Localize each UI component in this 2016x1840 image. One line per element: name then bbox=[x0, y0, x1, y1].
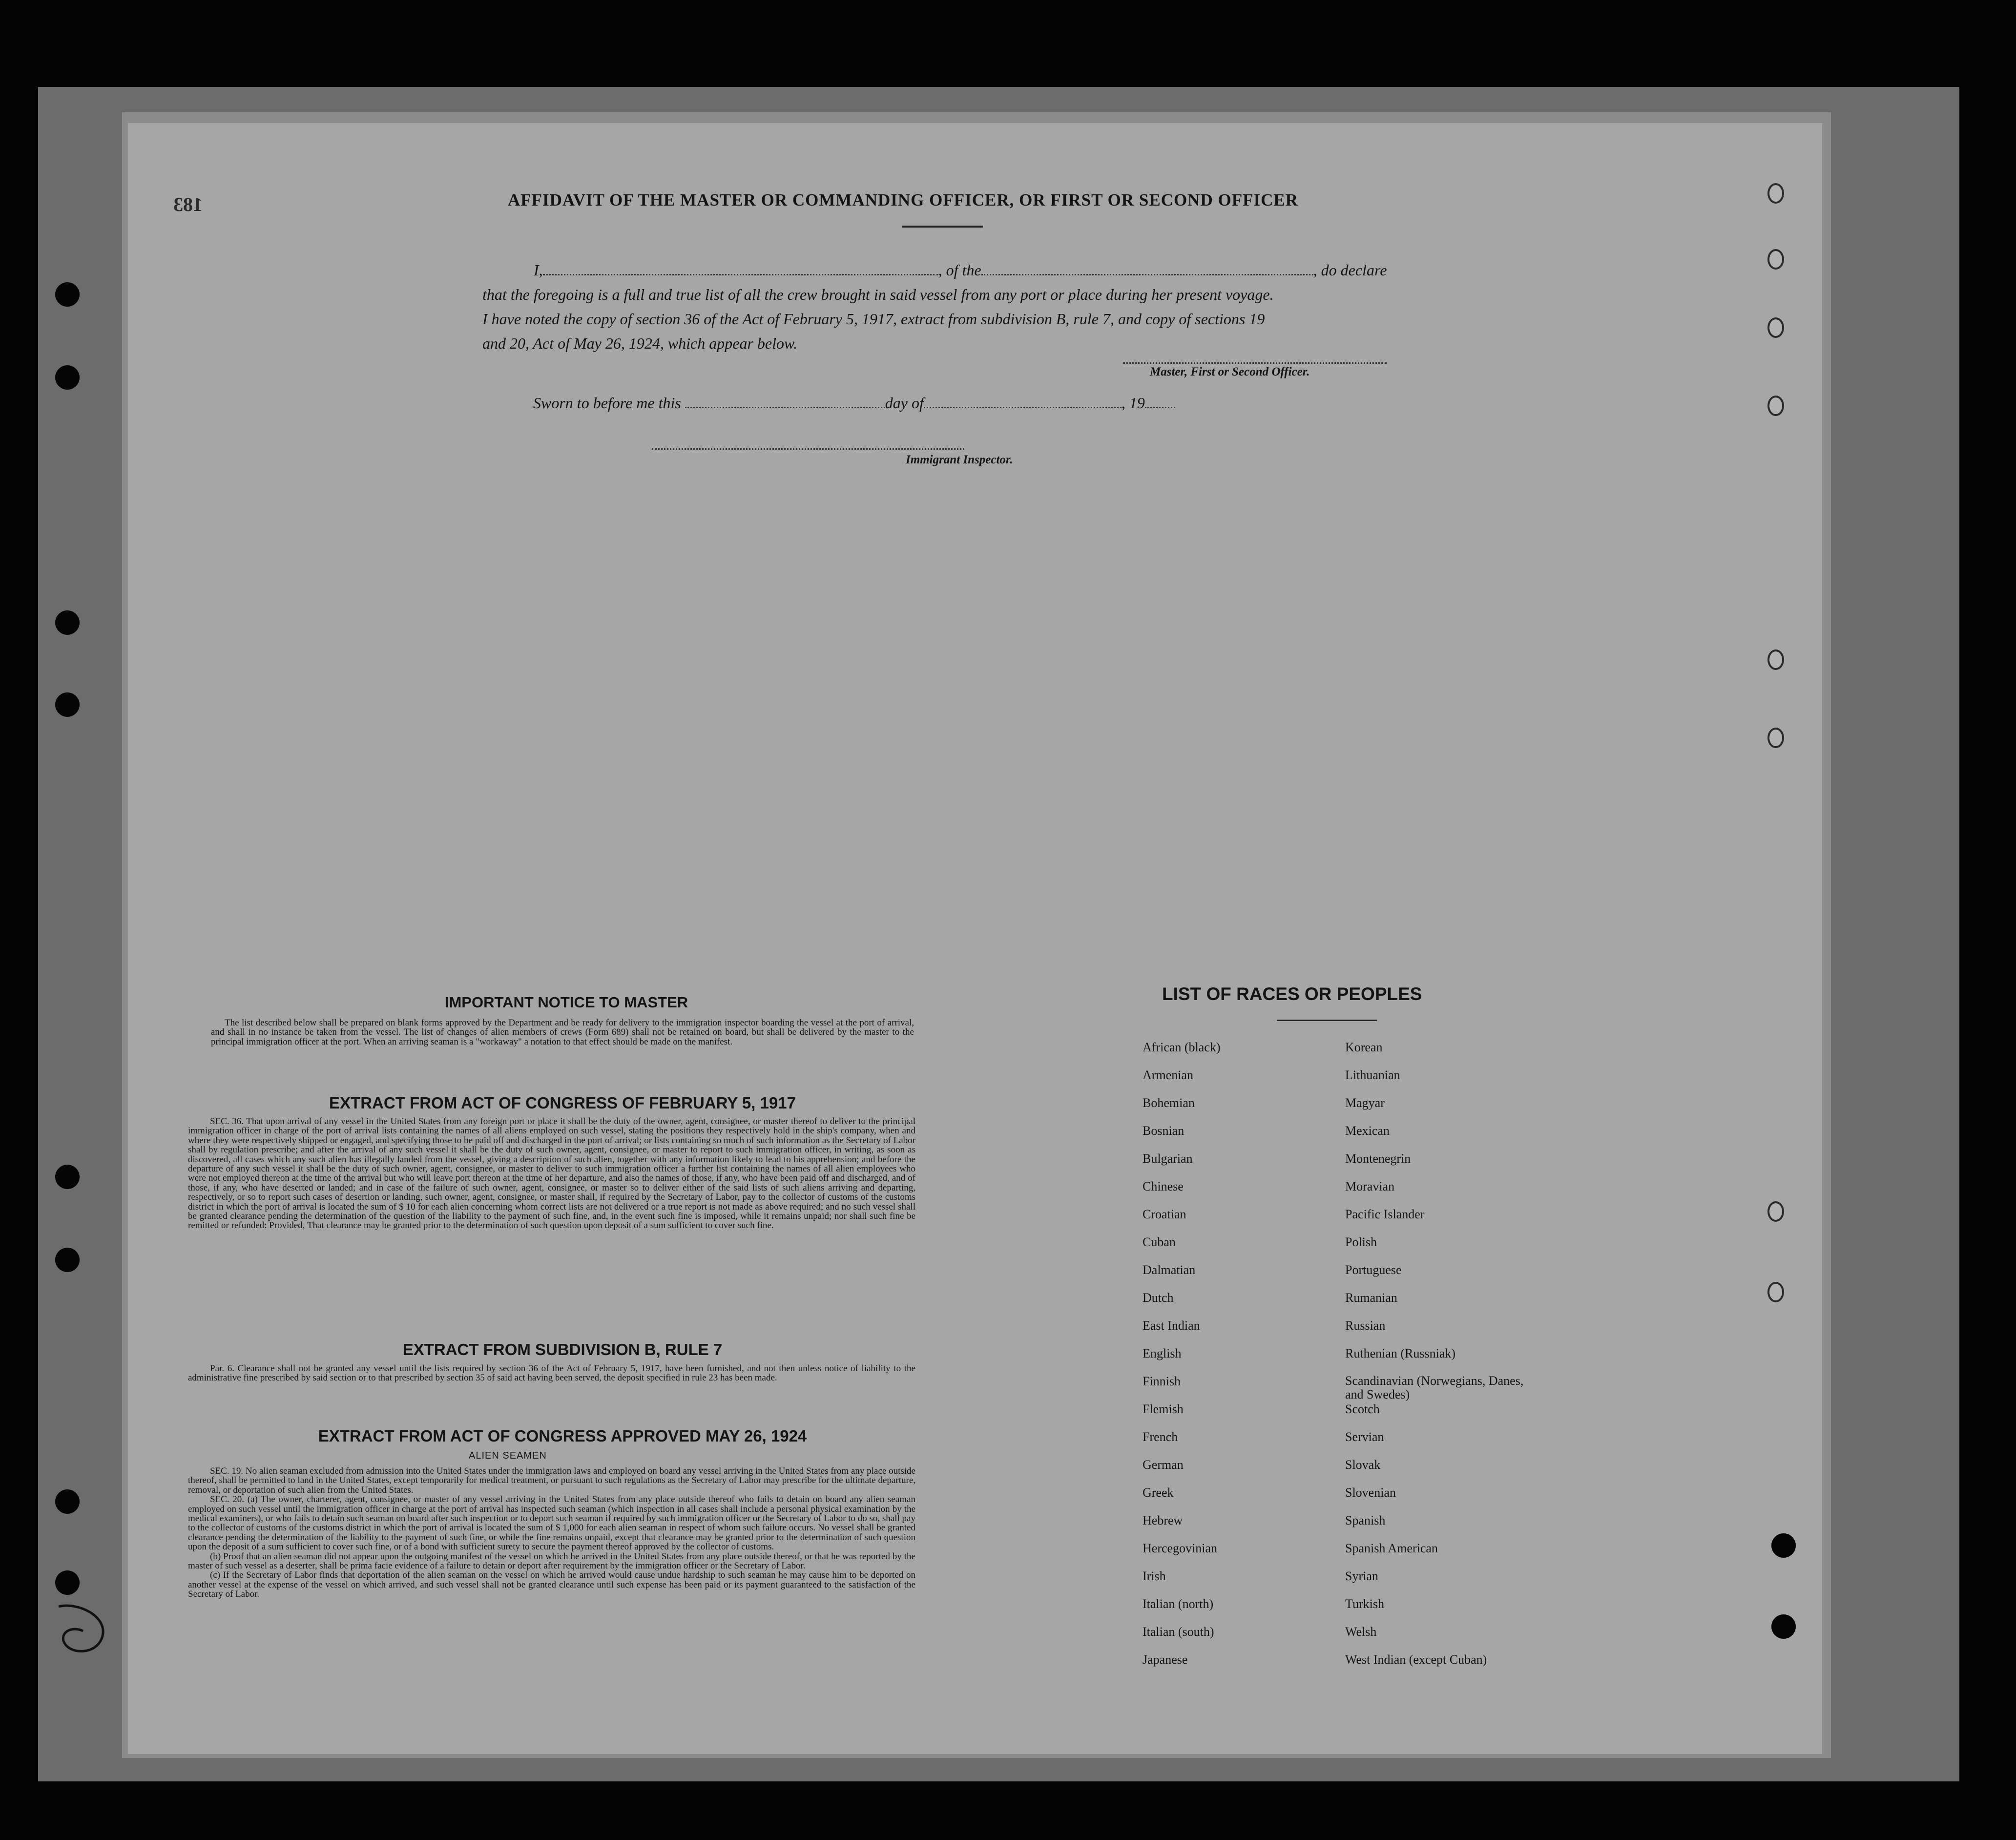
race-item: Flemish bbox=[1143, 1402, 1184, 1416]
race-item: Pacific Islander bbox=[1345, 1207, 1425, 1221]
reinforced-hole bbox=[1767, 1201, 1784, 1222]
race-item: Armenian bbox=[1143, 1068, 1193, 1082]
binder-hole bbox=[55, 610, 80, 635]
notice-text: The list described below shall be prepared on blank forms approved by the Department and be ready for delivery to the immigration inspector boarding the vessel at the port of arrival, and shall in no instance be taken from the vessel. The list of changes of alien members of crews (Form 689) shall not be retained on board, but shall be delivered by the master to the principal immigration officer at the port. When an arriving seaman is a "workaway" a notation to that effect should be made on the manifest. bbox=[211, 1018, 914, 1047]
race-item: Turkish bbox=[1345, 1597, 1384, 1611]
affidavit-declaration bbox=[482, 258, 1425, 355]
page-number: 183 bbox=[173, 193, 203, 215]
race-item: Italian (south) bbox=[1143, 1625, 1214, 1639]
sworn-line bbox=[533, 391, 1175, 415]
race-item: Spanish American bbox=[1345, 1541, 1438, 1555]
race-item: Dalmatian bbox=[1143, 1263, 1196, 1277]
race-item: French bbox=[1143, 1430, 1178, 1444]
notice-title: IMPORTANT NOTICE TO MASTER bbox=[444, 994, 688, 1011]
sec-20b-text: (b) Proof that an alien seaman did not appear upon the outgoing manifest of the vessel on which he arrived in the United States from any place outside thereof, or that he was reported by the master of such vessel as a deserter, shall be prima facie evidence of a failure to detain or deport after requirement by the immigration officer or the Secretary of Labor. bbox=[188, 1551, 915, 1571]
race-item: Finnish bbox=[1143, 1374, 1181, 1388]
sec-19-text: SEC. 19. No alien seaman excluded from admission into the United States under the immigration laws and employed on board any vessel arriving in the United States from any place outside thereof, shall be permitted to land in the United States, except temporarily for medical treatment, or pursuant to such regulations as the Secretary of Labor may prescribe for the ultimate departure, removal, or deportation of such alien from the United States. bbox=[188, 1466, 915, 1495]
extract-rule7-title: EXTRACT FROM SUBDIVISION B, RULE 7 bbox=[402, 1340, 723, 1359]
race-item: Servian bbox=[1345, 1430, 1384, 1444]
race-item: Slovak bbox=[1345, 1458, 1381, 1472]
race-item: Hercegovinian bbox=[1143, 1541, 1218, 1555]
extract-1917-text: SEC. 36. That upon arrival of any vessel in the United States from any foreign port or place it shall be the duty of the owner, agent, consignee, or master thereof to deliver to the principal immigration officer in charge of the port of arrival lists containing the names of all aliens employed on such vessel, stating the positions they respectively hold in the ship's company, when and where they were respectively shipped or engaged, and specifying those to be paid off and discharged in the port of arrival; or lists containing so much of such information as the Secretary of Labor shall by regulation prescribe; and after the arrival of any such vessel it shall be the duty of such owner, agent, consignee, or master to report to such immigration officer, in writing, as soon as discovered, all cases which any such alien has illegally landed from the vessel, giving a description of such alien, together with any information likely to lead to his apprehension; and before the departure of any such vessel it shall be the duty of such owner, agent, consignee, or master to deliver to such immigration officer a further list containing the names of all alien employees who were not employed thereon at the time of the arrival but who will leave port thereon at the time of her departure, and also the names of those, if any, who have been paid off and discharged, and of those, if any, who have deserted or landed; and in case of the failure of such owner, agent, consignee, or master so to deliver either of the said lists of such aliens arriving and departing, respectively, or so to report such cases of desertion or landing, such owner, agent, consignee, or master shall, if required by the Secretary of Labor, pay to the collector of customs of the customs district in which the port of arrival is located the sum of $ 10 for each alien concerning whom correct lists are not delivered or a true report is not made as above required; and no such vessel shall be granted clearance pending the determination of the question of the liability to the payment of such fine, and, in the event such fine is imposed, while it remains unpaid; nor shall such fine be remitted or refunded: Provided, That clearance may be granted prior to the determination of such question upon deposit of a sum sufficient to cover such fine. bbox=[188, 1116, 915, 1231]
sworn-year-blank[interactable] bbox=[1145, 394, 1175, 408]
binder-hole bbox=[55, 282, 80, 307]
declaration-line-1 bbox=[482, 258, 1425, 282]
binder-hole bbox=[1771, 1614, 1796, 1639]
race-item: Syrian bbox=[1345, 1569, 1378, 1583]
reinforced-hole bbox=[1767, 249, 1784, 270]
race-item: Portuguese bbox=[1345, 1263, 1402, 1277]
master-caption: Master, First or Second Officer. bbox=[1150, 365, 1310, 378]
extract-rule7-text: Par. 6. Clearance shall not be granted any vessel until the lists required by section 36 of the Act of February 5, 1917, have been furnished, and not then unless notice of liability to the administrative fine prescribed by said section or to that prescribed by section 35 of said act having been served, the deposit specified in rule 23 has been made. bbox=[188, 1363, 915, 1383]
race-item: German bbox=[1143, 1458, 1184, 1472]
inspector-signature-line[interactable] bbox=[652, 448, 964, 450]
sec-20a-text: SEC. 20. (a) The owner, charterer, agent, consignee, or master of any vessel arriving in the United States from any place outside thereof who fails to detain on board any alien seaman employed on such vessel until the immigration officer in charge at the port of arrival has inspected such seaman (which inspection in all cases shall include a personal physical examination by the medical examiners), or who fails to detain such seaman on board after such inspection or to deport such seaman if required by such immigration officer or the Secretary of Labor to do so, shall pay to the collector of customs of the customs district in which the port of arrival is located the sum of $ 1,000 for each alien seaman in respect of whom such failure occurs. No vessel shall be granted clearance pending the determination of the liability to the payment of such fine, or while the fine remains unpaid, except that clearance may be granted prior to the determination of such question upon the deposit of a sum sufficient to cover such fine, or of a bond with sufficient surety to secure the payment thereof approved by the collector of customs. bbox=[188, 1494, 915, 1552]
race-item: Korean bbox=[1345, 1040, 1383, 1054]
reinforced-hole bbox=[1767, 649, 1784, 670]
binder-hole bbox=[55, 1248, 80, 1272]
reinforced-hole bbox=[1767, 728, 1784, 748]
vessel-blank[interactable] bbox=[981, 261, 1313, 275]
extract-1917-title: EXTRACT FROM ACT OF CONGRESS OF FEBRUARY 5, 1917 bbox=[329, 1094, 796, 1112]
race-item: Croatian bbox=[1143, 1207, 1186, 1221]
race-item: Montenegrin bbox=[1345, 1151, 1411, 1166]
race-item: Bulgarian bbox=[1143, 1151, 1193, 1166]
reinforced-hole bbox=[1767, 396, 1784, 416]
binder-hole bbox=[55, 1165, 80, 1189]
race-item: Welsh bbox=[1345, 1625, 1377, 1639]
races-left-column bbox=[1143, 1040, 1221, 1680]
race-item: Mexican bbox=[1345, 1124, 1390, 1138]
sworn-month-blank[interactable] bbox=[924, 394, 1122, 408]
race-item: Scandinavian (Norwegians, Danes, and Swedes) bbox=[1345, 1374, 1524, 1401]
binder-hole bbox=[55, 1489, 80, 1514]
text-of: , of the bbox=[938, 261, 981, 279]
race-item: Cuban bbox=[1143, 1235, 1176, 1249]
race-item: Lithuanian bbox=[1345, 1068, 1400, 1082]
race-item: Greek bbox=[1143, 1485, 1174, 1500]
sworn-text: Sworn to before me this bbox=[533, 394, 681, 412]
race-item: Italian (north) bbox=[1143, 1597, 1214, 1611]
reinforced-hole bbox=[1767, 317, 1784, 338]
race-item: Japanese bbox=[1143, 1652, 1188, 1667]
race-item: Irish bbox=[1143, 1569, 1166, 1583]
race-item: African (black) bbox=[1143, 1040, 1221, 1054]
race-item: Scotch bbox=[1345, 1402, 1380, 1416]
race-item: Dutch bbox=[1143, 1291, 1174, 1305]
text-i: I, bbox=[534, 261, 543, 279]
name-blank[interactable] bbox=[543, 261, 938, 275]
reinforced-hole bbox=[1767, 183, 1784, 204]
race-item: Polish bbox=[1345, 1235, 1377, 1249]
title-rule bbox=[902, 226, 983, 228]
sec-20c-text: (c) If the Secretary of Labor finds that deportation of the alien seaman on the vessel on which he arrived would cause undue hardship to such seaman he may cause him to be deported on another vessel at the expense of the vessel on which arrived, and such vessel shall not be granted clearance until such expense has been paid or its payment guaranteed to the satisfaction of the Secretary of Labor. bbox=[188, 1570, 915, 1600]
race-item: Russian bbox=[1345, 1318, 1386, 1333]
extract-1924-text bbox=[188, 1466, 915, 1599]
affidavit-title: AFFIDAVIT OF THE MASTER OR COMMANDING OFFICER, OR FIRST OR SECOND OFFICER bbox=[508, 190, 1298, 209]
binder-hole bbox=[55, 365, 80, 390]
races-title-rule bbox=[1277, 1020, 1377, 1021]
race-item: Bosnian bbox=[1143, 1124, 1185, 1138]
race-item: Bohemian bbox=[1143, 1096, 1195, 1110]
race-item: East Indian bbox=[1143, 1318, 1200, 1333]
binder-hole bbox=[55, 692, 80, 717]
race-item: Chinese bbox=[1143, 1179, 1184, 1193]
declaration-line-2: that the foregoing is a full and true list of all the crew brought in said vessel from any port or place during her present voyage. bbox=[482, 286, 1274, 303]
inspector-caption: Immigrant Inspector. bbox=[906, 453, 1013, 466]
declaration-line-3: I have noted the copy of section 36 of the Act of February 5, 1917, extract from subdivision B, rule 7, and copy of sections 19 bbox=[482, 310, 1265, 328]
race-item: West Indian (except Cuban) bbox=[1345, 1652, 1487, 1667]
reinforced-hole bbox=[1767, 1282, 1784, 1302]
race-item: Magyar bbox=[1345, 1096, 1385, 1110]
binder-hole bbox=[1771, 1533, 1796, 1558]
races-right-column bbox=[1345, 1040, 1531, 1680]
race-item: Spanish bbox=[1345, 1513, 1386, 1527]
text-declare: , do declare bbox=[1313, 261, 1387, 279]
declaration-line-4: and 20, Act of May 26, 1924, which appear below. bbox=[482, 335, 797, 352]
pencil-loop-mark bbox=[49, 1597, 117, 1665]
race-item: English bbox=[1143, 1346, 1182, 1360]
extract-1924-title: EXTRACT FROM ACT OF CONGRESS APPROVED MAY 26, 1924 bbox=[318, 1427, 807, 1445]
races-title: LIST OF RACES OR PEOPLES bbox=[1162, 984, 1422, 1004]
sworn-day-blank[interactable] bbox=[685, 394, 885, 408]
extract-1924-subtitle: ALIEN SEAMEN bbox=[469, 1450, 547, 1461]
year-text: , 19 bbox=[1121, 394, 1145, 412]
master-signature-line[interactable] bbox=[1123, 362, 1387, 364]
race-item: Slovenian bbox=[1345, 1485, 1396, 1500]
race-item: Ruthenian (Russniak) bbox=[1345, 1346, 1456, 1360]
race-item: Rumanian bbox=[1345, 1291, 1397, 1305]
binder-hole bbox=[55, 1570, 80, 1595]
day-of-text: day of bbox=[885, 394, 924, 412]
race-item: Moravian bbox=[1345, 1179, 1395, 1193]
race-item: Hebrew bbox=[1143, 1513, 1183, 1527]
